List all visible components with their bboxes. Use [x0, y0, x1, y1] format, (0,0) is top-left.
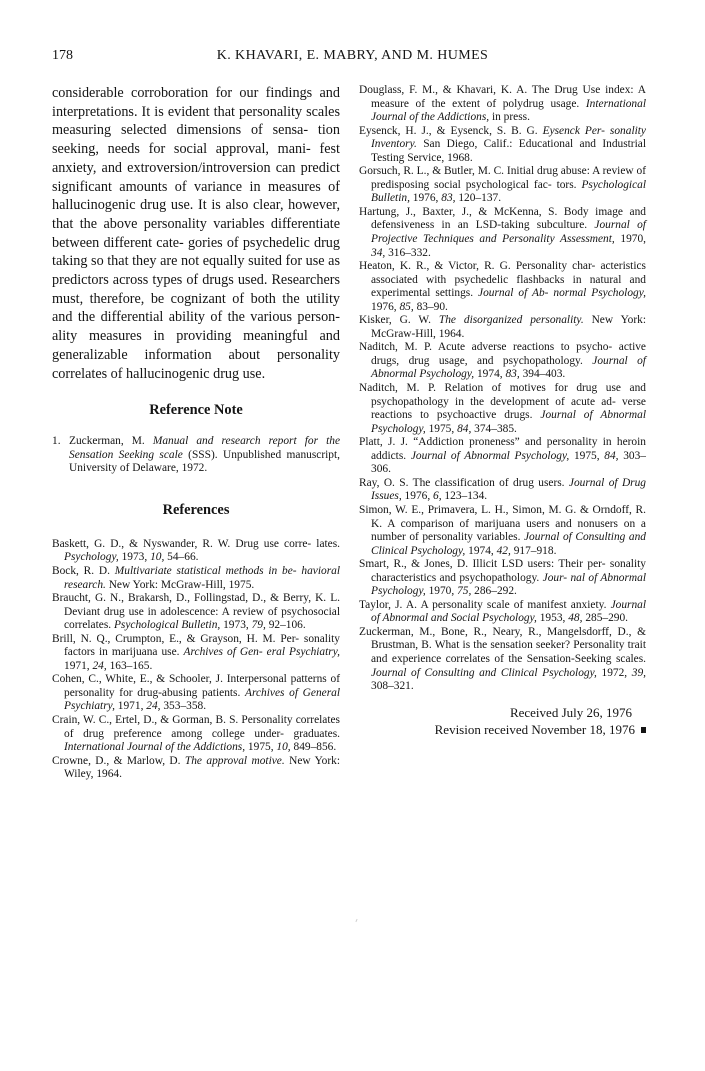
reference-entry: Simon, W. E., Primavera, L. H., Simon, M. G. & Orndoff, R. K. A comparison of marijuana users and nonusers on a number of personality variables. Journal of Consulting and Clinical Psychology, 1974, 42, 917–918.	[359, 503, 646, 557]
revision-date: Revision received November 18, 1976	[434, 722, 635, 738]
reference-note-entry: 1. Zuckerman, M. Manual and research report for the Sensation Seeking scale (SSS). Unpublished manuscript, University of Delaware, 1972.	[52, 435, 341, 475]
reference-entry: Zuckerman, M., Bone, R., Neary, R., Mangelsdorff, D., & Brustman, B. What is the sensation seeker? Personality trait and experience correlates of the Sensation-Seeking scales. Journal of Consulting and Clinical Psychology, 1972, 39, 308–321.	[359, 625, 647, 693]
reference-entry: Brill, N. Q., Crumpton, E., & Grayson, H. M. Per- sonality factors in marijuana use. Archives of Gen- eral Psychiatry, 1971, 24, 163–165.	[52, 632, 340, 672]
end-of-article-mark	[641, 727, 646, 733]
page-number: 178	[52, 48, 73, 63]
reference-note-heading: Reference Note	[149, 402, 243, 419]
reference-entry: Taylor, J. A. A personality scale of manifest anxiety. Journal of Abnormal and Social Psychology, 1953, 48, 285–290.	[359, 598, 646, 625]
reference-entry: Heaton, K. R., & Victor, R. G. Personality char- acteristics associated with psychedelic flashbacks in natural and experimental settings. Journal of Ab- normal Psychology, 1976, 85, 83–90.	[359, 260, 646, 313]
reference-entry: Ray, O. S. The classification of drug users. Journal of Drug Issues, 1976, 6, 123–134.	[359, 476, 646, 503]
reference-entry: Eysenck, H. J., & Eysenck, S. B. G. Eysenck Per- sonality Inventory. San Diego, Calif.: Educational and Industrial Testing Service, 1968.	[359, 124, 646, 164]
reference-entry: Kisker, G. W. The disorganized personality. New York: McGraw-Hill, 1964.	[359, 314, 647, 340]
reference-entry: Crain, W. C., Ertel, D., & Gorman, B. S. Personality correlates of drug preference among college under- graduates. International Journal of the Addictions, 1975, 10, 849–856.	[52, 714, 340, 754]
left-column	[52, 84, 340, 782]
reference-entry: Hartung, J., Baxter, J., & McKenna, S. Body image and defensiveness in an LSD-taking subculture. Journal of Projective Techniques and Personality Assessment, 1970, 34, 316–332.	[359, 205, 646, 259]
running-head: K. KHAVARI, E. MABRY, AND M. HUMES	[216, 48, 489, 63]
scan-speck	[355, 919, 357, 922]
received-date: Received July 26, 1976	[509, 704, 632, 720]
references-heading: References	[162, 501, 230, 518]
revision-date-line	[359, 721, 646, 739]
reference-entry: Braucht, G. N., Brakarsh, D., Follingstad, D., & Berry, K. L. Deviant drug use in adolescence: A review of psychosocial correlates. Psychological Bulletin, 1973, 79, 92–106.	[52, 592, 340, 632]
body-paragraph: considerable corroboration for our findings and interpretations. It is evident that personality scales measuring selected dimensions of sensa- tion seeking, needs for social approval, mani- fest anxiety, and extroversion/introversion can predict significant amounts of variance in measures of hallucinogenic drug use. It is also clear, however, that the above personality variables differentiate between different cate- gories of psychedelic drug taking so that they are not equally suited for use as predictors across types of drugs used. Researchers must, therefore, be cognizant of both the utility and the differential ability of the various person- ality measures in providing meaningful and generalizable information about personality correlates of hallucinogenic drug use.	[52, 85, 340, 382]
reference-entry: Bock, R. D. Multivariate statistical methods in be- havioral research. New York: McGraw-Hill, 1975.	[52, 564, 340, 591]
reference-note-number: 1.	[52, 435, 61, 448]
reference-entry: Crowne, D., & Marlow, D. The approval motive. New York: Wiley, 1964.	[52, 754, 341, 781]
reference-list-left	[52, 538, 340, 782]
received-dates	[359, 704, 646, 739]
reference-entry: Cohen, C., White, E., & Schooler, J. Interpersonal patterns of personality for drug-abusing patients. Archives of General Psychiatry, 1971, 24, 353–358.	[52, 673, 340, 713]
page-header	[0, 48, 705, 68]
reference-entry: Platt, J. J. “Addiction proneness” and personality in heroin addicts. Journal of Abnormal Psychology, 1975, 84, 303–306.	[359, 436, 647, 476]
reference-entry: Baskett, G. D., & Nyswander, R. W. Drug use corre- lates. Psychology, 1973, 10, 54–66.	[52, 537, 340, 564]
reference-entry: Smart, R., & Jones, D. Illicit LSD users: Their per- sonality characteristics and psychopathology. Jour- nal of Abnormal Psychology, 1970, 75, 286–292.	[359, 558, 646, 598]
reference-list-right	[359, 84, 646, 694]
reference-entry: Naditch, M. P. Relation of motives for drug use and psychopathology in the development of acute ad- verse reactions to psychoactive drugs. Journal of Abnormal Psychology, 1975, 84, 374–385.	[359, 382, 646, 435]
reference-entry: Gorsuch, R. L., & Butler, M. C. Initial drug abuse: A review of predisposing social psychological fac- tors. Psychological Bulletin, 1976, 83, 120–137.	[359, 165, 646, 205]
right-column	[359, 84, 646, 739]
reference-entry: Naditch, M. P. Acute adverse reactions to psycho- active drugs, drug usage, and psychopathology. Journal of Abnormal Psychology, 1974, 83, 394–403.	[359, 341, 646, 381]
reference-entry: Douglass, F. M., & Khavari, K. A. The Drug Use index: A measure of the extent of polydrug usage. International Journal of the Addictions, in press.	[359, 84, 646, 124]
